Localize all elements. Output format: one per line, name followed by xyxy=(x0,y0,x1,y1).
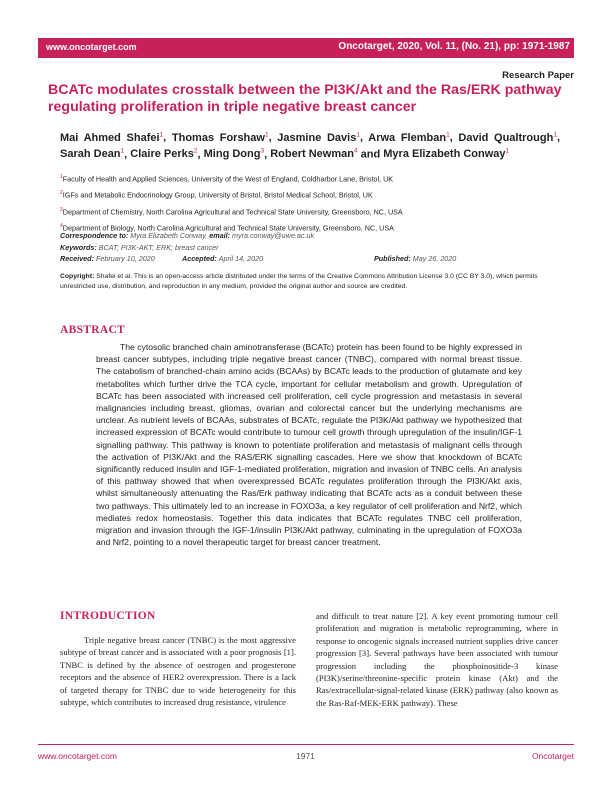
author: Arwa Flemban$^1$ xyxy=(368,131,450,144)
header-url[interactable]: www.oncotarget.com xyxy=(46,42,137,52)
correspondence: Correspondence to: Myra Elizabeth Conway, email: myra.conway@uwe.ac.uk xyxy=(60,231,315,240)
author: Thomas Forshaw$^1$ xyxy=(171,131,269,144)
affiliations xyxy=(60,170,560,236)
author: Mai Ahmed Shafei$^1$ xyxy=(60,131,164,144)
keywords: Keywords: BCAT; PI3K-AKT; ERK; breast cancer xyxy=(60,242,219,252)
email-link[interactable]: myra.conway@uwe.ac.uk xyxy=(232,231,315,240)
affiliation: $^4$Department of Biology, North Carolina Agricultural and Technical State University, Greensboro, NC, USA xyxy=(60,223,394,233)
author: Claire Perks$^2$ xyxy=(130,147,198,161)
affiliation: $^2$IGFs and Metabolic Endocrinology Group, University of Bristol, Bristol Medical School, Bristol, UK xyxy=(60,190,373,200)
journal-reference: Oncotarget, 2020, Vol. 11, (No. 21), pp: 1971-1987 xyxy=(338,41,570,52)
paper-type: Research Paper xyxy=(502,70,574,81)
copyright-notice: Copyright: Shafei et al. This is an open-access article distributed under the terms of the Creative Commons Attribution License 3.0 (CC BY 3.0), which permits unrestricted use, distribution, and reproduction in any medium, provided the original author and source are credited. xyxy=(60,273,538,290)
article-metadata xyxy=(60,230,560,265)
author: Robert Newman$^4$ xyxy=(270,147,358,161)
author: David Qualtrough$^1$ xyxy=(458,131,557,144)
introduction-right-column: and difficult to treat nature [2]. A key event promoting tumour cell proliferation and migration is metabolic reprogramming, where in response to oncogenic signals increased nutrient supplies drive cancer progression [3]. Several pathways have been associated with tumour progression including the phosphoinositide-3 kinase (PI3K)/serine/threonine-specific protein kinase (Akt) and the Ras/extracellular-signal-related kinase (ERK) pathway (also known as the Ras-Raf-MEK-ERK pathway). These xyxy=(316,611,558,708)
introduction-left-column: Triple negative breast cancer (TNBC) is the most aggressive subtype of breast cancer and is associated with a poor prognosis [1]. TNBC is defined by the absence of oestrogen and progesterone receptors and the absence of HER2 overexpression. There is a lack of targeted therapy for TNBC due to wide heterogeneity for this subtype, which contributes to increased drug resistance, virulence xyxy=(60,635,296,708)
footer-url[interactable]: www.oncotarget.com xyxy=(38,751,117,761)
author-list: Mai Ahmed Shafei$^1$, Thomas Forshaw$^1$, Jasmine Davis$^1$, Arwa Flemban$^1$, David Qualtrough$^1$, Sarah Dean$^1$, Claire Perks$^2$, Ming Dong$^3$, Robert Newman$^4$ and Myra Elizabeth Conway$^1$ xyxy=(60,131,560,161)
abstract-text: The cytosolic branched chain aminotransferase (BCATc) protein has been found to be highly expressed in breast cancer subtypes, including triple negative breast cancer (TNBC), compared with normal breast tissue. The catabolism of branched-chain amino acids (BCAAs) by BCATc leads to the production of glutamate and key metabolites which further drive the TCA cycle, important for cellular metabolism and growth. Upregulation of BCATc has been associated with increased cell proliferation, cell cycle progression and metastasis in several malignancies including breast, gliomas, ovarian and colorectal cancer but the underlying mechanisms are unclear. As nutrient levels of BCAAs, substrates of BCATc, regulate the PI3K/Akt pathway we hypothesized that increased expression of BCATc would contribute to tumour cell growth through upregulation of the insulin/IGF-1 signalling pathway. This pathway is known to potentiate proliferation and metastasis of malignant cells through the activation of PI3K/Akt and the RAS/ERK signalling cascades. Here we show that knockdown of BCATc significantly reduced insulin and IGF-1-mediated proliferation, migration and invasion of TNBC cells. An analysis of this pathway showed that when overexpressed BCATc regulates proliferation through the PI3K/Akt axis, whilst simultaneously attenuating the Ras/Erk pathway indicating that BCATc acts as a conduit between these two pathways. This ultimately led to an increase in FOXO3a, a key regulator of cell proliferation and Nrf2, which mediates redox homeostasis. Together this data indicates that BCATc regulates TNBC cell proliferation, migration and invasion through the IGF-1/insulin PI3K/Akt pathway, culminating in the upregulation of FOXO3a and Nrf2, pointing to a novel therapeutic target for breast cancer treatment. xyxy=(96,342,522,548)
page-number: 1971 xyxy=(296,751,315,761)
introduction-heading: INTRODUCTION xyxy=(60,610,156,622)
footer-rule xyxy=(38,744,574,745)
affiliation: $^3$Department of Chemistry, North Carolina Agricultural and Technical State University, Greensboro, NC, USA xyxy=(60,206,403,217)
author: Sarah Dean$^1$ xyxy=(60,147,125,161)
footer-journal: Oncotarget xyxy=(531,751,574,761)
author: Jasmine Davis$^1$ xyxy=(277,131,360,144)
author: Ming Dong$^3$ xyxy=(203,147,265,161)
author: Myra Elizabeth Conway$^1$ xyxy=(383,147,510,161)
article-dates: Received: February 10, 2020 Accepted: April 14, 2020 Published: May 26, 2020 xyxy=(60,254,457,263)
affiliation: $^1$Faculty of Health and Applied Sciences, University of the West of England, Coldharbor Lane, Bristol, UK xyxy=(60,174,394,184)
abstract-heading: ABSTRACT xyxy=(60,324,126,336)
article-title: BCATc modulates crosstalk between the PI3K/Akt and the Ras/ERK pathway regulating proliferation in triple negative breast cancer xyxy=(48,82,562,115)
header-bar xyxy=(38,38,574,58)
